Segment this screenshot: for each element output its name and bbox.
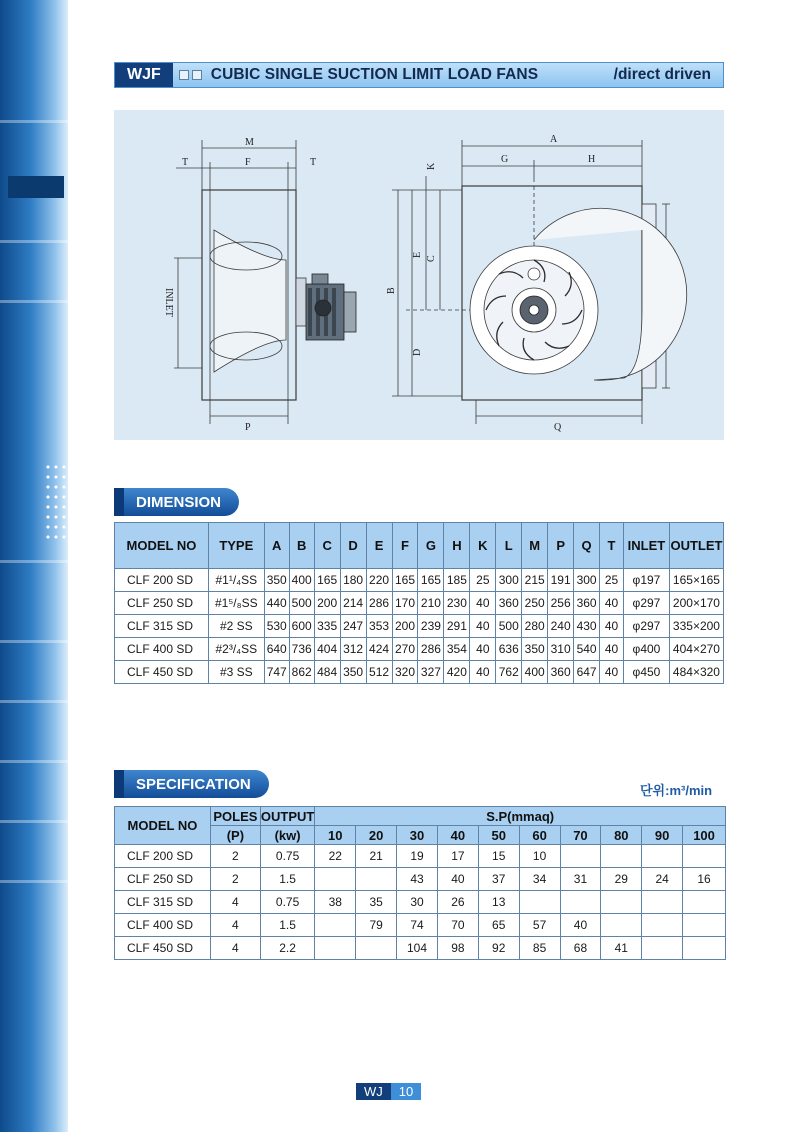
table-cell: 500 <box>289 592 314 615</box>
table-row <box>115 569 724 592</box>
airflow-cell: 70 <box>437 914 478 937</box>
table-cell: #1¹/₄SS <box>208 569 264 592</box>
airflow-cell: 19 <box>397 845 438 868</box>
side-decoration <box>0 0 68 1132</box>
airflow-cell: 79 <box>356 914 397 937</box>
output-cell: 0.75 <box>260 891 314 914</box>
table-cell: 200 <box>314 592 340 615</box>
poles-cell: 2 <box>210 845 260 868</box>
airflow-cell <box>601 891 642 914</box>
model-cell: CLF 250 SD <box>115 868 211 891</box>
airflow-cell: 26 <box>437 891 478 914</box>
model-cell: CLF 200 SD <box>115 845 211 868</box>
airflow-cell <box>356 868 397 891</box>
table-cell: 335×200 <box>669 615 723 638</box>
table-cell: 350 <box>264 569 289 592</box>
table-cell: 291 <box>444 615 470 638</box>
table-cell: φ450 <box>623 661 669 684</box>
table-cell: 736 <box>289 638 314 661</box>
page-title: CUBIC SINGLE SUCTION LIMIT LOAD FANS <box>210 66 539 83</box>
table-cell: #1⁵/₈SS <box>208 592 264 615</box>
airflow-cell: 10 <box>519 845 560 868</box>
dimension-table <box>114 522 724 684</box>
dimension-banner <box>114 488 239 516</box>
dimension-header-row <box>115 523 724 569</box>
airflow-cell <box>642 937 683 960</box>
airflow-cell: 34 <box>519 868 560 891</box>
table-cell: 180 <box>340 569 366 592</box>
airflow-cell <box>683 845 726 868</box>
label-F: F <box>245 157 251 168</box>
table-cell: 320 <box>392 661 418 684</box>
page-number <box>356 1083 421 1100</box>
dimension-col-header: K <box>470 523 496 569</box>
spec-col-poles: POLES <box>210 807 260 826</box>
airflow-cell: 38 <box>315 891 356 914</box>
table-cell: 40 <box>470 615 496 638</box>
airflow-cell: 43 <box>397 868 438 891</box>
airflow-cell: 68 <box>560 937 601 960</box>
airflow-cell: 30 <box>397 891 438 914</box>
airflow-cell: 85 <box>519 937 560 960</box>
label-E: E <box>412 251 423 258</box>
model-cell: CLF 400 SD <box>115 638 209 661</box>
table-cell: 191 <box>548 569 574 592</box>
table-cell: 747 <box>264 661 289 684</box>
sp-value-header: 50 <box>478 826 519 845</box>
table-row <box>115 891 726 914</box>
table-cell: 424 <box>366 638 392 661</box>
table-cell: 360 <box>548 661 574 684</box>
poles-cell: 4 <box>210 891 260 914</box>
table-cell: 400 <box>289 569 314 592</box>
table-cell: 312 <box>340 638 366 661</box>
airflow-cell: 29 <box>601 868 642 891</box>
dimension-col-header: H <box>444 523 470 569</box>
dimension-col-header: E <box>366 523 392 569</box>
unit-label: 단위:m³/min <box>640 783 713 798</box>
airflow-cell: 24 <box>642 868 683 891</box>
table-row <box>115 661 724 684</box>
airflow-cell: 16 <box>683 868 726 891</box>
table-cell: 300 <box>496 569 522 592</box>
label-G: G <box>501 154 509 165</box>
table-cell: 165×165 <box>669 569 723 592</box>
label-P: P <box>245 422 251 433</box>
dimension-col-header: M <box>522 523 548 569</box>
table-cell: #2 SS <box>208 615 264 638</box>
spec-col-poles-unit: (P) <box>210 826 260 845</box>
label-T-right: T <box>310 157 317 168</box>
sp-value-header: 80 <box>601 826 642 845</box>
sp-value-header: 90 <box>642 826 683 845</box>
sp-value-header: 10 <box>315 826 356 845</box>
dimension-col-header: C <box>314 523 340 569</box>
dimension-col-header: MODEL NO <box>115 523 209 569</box>
table-cell: 636 <box>496 638 522 661</box>
poles-cell: 2 <box>210 868 260 891</box>
table-cell: 353 <box>366 615 392 638</box>
table-row <box>115 937 726 960</box>
airflow-cell <box>315 937 356 960</box>
table-cell: 335 <box>314 615 340 638</box>
dimension-col-header: A <box>264 523 289 569</box>
label-H: H <box>588 154 596 165</box>
label-Q: Q <box>554 422 562 433</box>
airflow-cell: 21 <box>356 845 397 868</box>
airflow-cell: 74 <box>397 914 438 937</box>
airflow-cell: 104 <box>397 937 438 960</box>
airflow-cell <box>683 891 726 914</box>
table-cell: 185 <box>444 569 470 592</box>
table-cell: 530 <box>264 615 289 638</box>
table-cell: φ400 <box>623 638 669 661</box>
dimension-col-header: TYPE <box>208 523 264 569</box>
sp-value-header: 100 <box>683 826 726 845</box>
label-A: A <box>550 134 558 145</box>
table-cell: 762 <box>496 661 522 684</box>
dimension-col-header: L <box>496 523 522 569</box>
label-M: M <box>245 137 254 148</box>
model-cell: CLF 400 SD <box>115 914 211 937</box>
table-cell: 430 <box>574 615 600 638</box>
table-cell: 40 <box>600 661 624 684</box>
table-cell: 256 <box>548 592 574 615</box>
table-cell: #3 SS <box>208 661 264 684</box>
table-cell: 354 <box>444 638 470 661</box>
model-cell: CLF 200 SD <box>115 569 209 592</box>
dimension-col-header: B <box>289 523 314 569</box>
airflow-cell <box>642 891 683 914</box>
spec-col-output-unit: (kw) <box>260 826 314 845</box>
airflow-cell <box>315 914 356 937</box>
table-cell: 350 <box>340 661 366 684</box>
label-B: B <box>386 287 397 294</box>
airflow-cell <box>601 914 642 937</box>
series-tag: WJF <box>115 63 173 87</box>
table-cell: 40 <box>470 638 496 661</box>
table-row <box>115 868 726 891</box>
airflow-cell: 35 <box>356 891 397 914</box>
spec-header-row-1 <box>115 807 726 826</box>
output-cell: 2.2 <box>260 937 314 960</box>
table-cell: 647 <box>574 661 600 684</box>
airflow-cell: 92 <box>478 937 519 960</box>
dimension-col-header: G <box>418 523 444 569</box>
table-cell: 300 <box>574 569 600 592</box>
table-cell: 286 <box>418 638 444 661</box>
fan-drawing <box>114 110 724 440</box>
table-cell: 40 <box>600 638 624 661</box>
airflow-cell <box>683 937 726 960</box>
table-cell: 215 <box>522 569 548 592</box>
table-cell: 600 <box>289 615 314 638</box>
table-cell: 862 <box>289 661 314 684</box>
dimension-col-header: P <box>548 523 574 569</box>
airflow-cell: 37 <box>478 868 519 891</box>
table-cell: 165 <box>314 569 340 592</box>
airflow-cell: 65 <box>478 914 519 937</box>
table-cell: 400 <box>522 661 548 684</box>
airflow-cell: 40 <box>437 868 478 891</box>
table-cell: 214 <box>340 592 366 615</box>
table-cell: φ197 <box>623 569 669 592</box>
label-T-left: T <box>182 157 189 168</box>
table-cell: 230 <box>444 592 470 615</box>
specification-heading: SPECIFICATION <box>114 770 269 798</box>
sp-value-header: 60 <box>519 826 560 845</box>
table-cell: φ297 <box>623 615 669 638</box>
dimension-col-header: D <box>340 523 366 569</box>
table-cell: 200 <box>392 615 418 638</box>
airflow-cell: 22 <box>315 845 356 868</box>
table-cell: #2³/₄SS <box>208 638 264 661</box>
airflow-cell <box>315 868 356 891</box>
clip-icon <box>179 68 205 82</box>
table-row <box>115 638 724 661</box>
airflow-cell <box>560 891 601 914</box>
airflow-cell: 13 <box>478 891 519 914</box>
airflow-cell <box>642 845 683 868</box>
output-cell: 1.5 <box>260 914 314 937</box>
dimension-col-header: F <box>392 523 418 569</box>
table-cell: 420 <box>444 661 470 684</box>
specification-banner <box>114 770 269 798</box>
table-cell: 210 <box>418 592 444 615</box>
model-cell: CLF 315 SD <box>115 615 209 638</box>
airflow-cell <box>519 891 560 914</box>
table-cell: 40 <box>470 661 496 684</box>
table-cell: 440 <box>264 592 289 615</box>
table-cell: 640 <box>264 638 289 661</box>
table-cell: 247 <box>340 615 366 638</box>
series-code: WJ <box>356 1083 391 1100</box>
airflow-cell: 57 <box>519 914 560 937</box>
table-row <box>115 914 726 937</box>
sp-value-header: 20 <box>356 826 397 845</box>
table-cell: 165 <box>392 569 418 592</box>
label-C: C <box>426 255 437 262</box>
table-cell: 200×170 <box>669 592 723 615</box>
page-header <box>114 62 724 88</box>
table-cell: 239 <box>418 615 444 638</box>
dimension-col-header: OUTLET <box>669 523 723 569</box>
airflow-cell <box>642 914 683 937</box>
table-cell: 512 <box>366 661 392 684</box>
airflow-cell <box>560 845 601 868</box>
airflow-cell: 41 <box>601 937 642 960</box>
airflow-cell: 98 <box>437 937 478 960</box>
dimension-col-header: Q <box>574 523 600 569</box>
sp-value-header: 40 <box>437 826 478 845</box>
table-cell: 404×270 <box>669 638 723 661</box>
output-cell: 1.5 <box>260 868 314 891</box>
label-D: D <box>412 348 423 356</box>
model-cell: CLF 315 SD <box>115 891 211 914</box>
sp-value-header: 30 <box>397 826 438 845</box>
table-cell: 280 <box>522 615 548 638</box>
sp-value-header: 70 <box>560 826 601 845</box>
table-cell: 40 <box>600 615 624 638</box>
spec-col-output: OUTPUT <box>260 808 315 824</box>
table-cell: 220 <box>366 569 392 592</box>
airflow-cell <box>683 914 726 937</box>
airflow-cell <box>356 937 397 960</box>
table-cell: 350 <box>522 638 548 661</box>
table-cell: 170 <box>392 592 418 615</box>
poles-cell: 4 <box>210 914 260 937</box>
model-cell: CLF 250 SD <box>115 592 209 615</box>
specification-table <box>114 806 726 960</box>
table-cell: 540 <box>574 638 600 661</box>
table-cell: 404 <box>314 638 340 661</box>
table-cell: 360 <box>496 592 522 615</box>
model-cell: CLF 450 SD <box>115 937 211 960</box>
table-cell: 240 <box>548 615 574 638</box>
table-cell: 40 <box>600 592 624 615</box>
table-cell: 484×320 <box>669 661 723 684</box>
dimension-col-header: INLET <box>623 523 669 569</box>
fan-drawing-svg <box>114 110 724 440</box>
table-cell: φ297 <box>623 592 669 615</box>
table-row <box>115 845 726 868</box>
side-view <box>163 137 356 433</box>
table-row <box>115 592 724 615</box>
page-index: 10 <box>391 1083 421 1100</box>
spec-col-sp: S.P(mmaq) <box>315 807 726 826</box>
table-cell: 360 <box>574 592 600 615</box>
table-cell: 250 <box>522 592 548 615</box>
table-cell: 270 <box>392 638 418 661</box>
label-K: K <box>426 162 437 170</box>
table-row <box>115 615 724 638</box>
output-cell: 0.75 <box>260 845 314 868</box>
table-cell: 310 <box>548 638 574 661</box>
table-cell: 40 <box>470 592 496 615</box>
table-cell: 327 <box>418 661 444 684</box>
airflow-cell: 40 <box>560 914 601 937</box>
page-subtitle: /direct driven <box>613 66 711 83</box>
dimension-col-header: T <box>600 523 624 569</box>
spec-col-model: MODEL NO <box>115 807 211 845</box>
table-cell: 25 <box>470 569 496 592</box>
table-cell: 286 <box>366 592 392 615</box>
label-inlet: INLET <box>163 288 174 317</box>
dimension-heading: DIMENSION <box>114 488 239 516</box>
model-cell: CLF 450 SD <box>115 661 209 684</box>
airflow-cell: 15 <box>478 845 519 868</box>
table-cell: 484 <box>314 661 340 684</box>
airflow-cell: 17 <box>437 845 478 868</box>
poles-cell: 4 <box>210 937 260 960</box>
front-view <box>386 134 687 433</box>
airflow-cell <box>601 845 642 868</box>
table-cell: 165 <box>418 569 444 592</box>
table-cell: 25 <box>600 569 624 592</box>
airflow-cell: 31 <box>560 868 601 891</box>
table-cell: 500 <box>496 615 522 638</box>
